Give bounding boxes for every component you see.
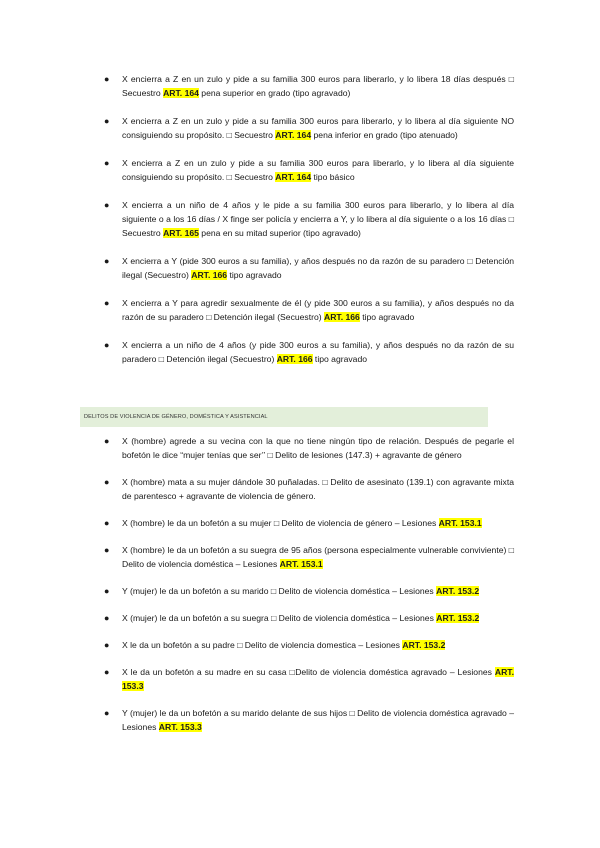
list-item: ● X (hombre) le da un bofetón a su suegra de 95 años (persona especialmente vulnerable conviviente) □ Delito de violencia doméstica – Lesiones ART. 153.1 bbox=[104, 545, 514, 569]
article-highlight: ART. 166 bbox=[276, 354, 313, 364]
list-item: ● X encierra a Z en un zulo y pide a su familia 300 euros para liberarlo, y lo libera 18 días después □ Secuestro ART. 164 pena superior en grado (tipo agravado) bbox=[104, 74, 514, 98]
bullet-icon: ● bbox=[104, 708, 110, 718]
article-highlight: ART. 153.1 bbox=[279, 559, 323, 569]
bullet-icon: ● bbox=[104, 518, 110, 528]
section-header: DELITOS DE VIOLENCIA DE GÉNERO, DOMÉSTICA Y ASISTENCIAL bbox=[80, 407, 488, 427]
list-item: ● Y (mujer) le da un bofetón a su marido □ Delito de violencia doméstica – Lesiones ART. 153.2 bbox=[104, 586, 480, 596]
bullet-icon: ● bbox=[104, 436, 110, 446]
article-highlight: ART. 166 bbox=[324, 312, 360, 322]
bullet-icon: ● bbox=[104, 477, 110, 487]
list-item: ● X le da un bofetón a su padre □ Delito de violencia domestica – Lesiones ART. 153.2 bbox=[104, 640, 446, 650]
article-highlight: ART. 153.3 bbox=[158, 722, 202, 732]
article-highlight: ART. 153.2 bbox=[436, 613, 480, 623]
article-highlight: ART. 166 bbox=[191, 270, 228, 280]
article-highlight: ART. 164 bbox=[275, 130, 312, 140]
bullet-icon: ● bbox=[104, 116, 110, 126]
article-highlight: ART. 165 bbox=[163, 228, 199, 238]
list-item: ● X encierra a Z en un zulo y pide a su familia 300 euros para liberarlo, y lo libera al día siguiente consiguiendo su propósito. □ Secuestro ART. 164 tipo básico bbox=[104, 158, 514, 182]
bullet-icon: ● bbox=[104, 74, 110, 84]
list-item: ● Y (mujer) le da un bofetón a su marido delante de sus hijos □ Delito de violencia doméstica agravado – Lesiones ART. 153.3 bbox=[104, 708, 514, 732]
bullet-icon: ● bbox=[104, 545, 110, 555]
article-highlight: ART. 153.2 bbox=[436, 586, 480, 596]
bullet-icon: ● bbox=[104, 667, 110, 677]
bullet-icon: ● bbox=[104, 200, 110, 210]
list-item: ● X (hombre) mata a su mujer dándole 30 puñaladas. □ Delito de asesinato (139.1) con agravante mixta de parentesco + agravante de violencia de género. bbox=[104, 477, 514, 501]
article-highlight: ART. 164 bbox=[163, 88, 199, 98]
bullet-icon: ● bbox=[104, 158, 110, 168]
article-highlight: ART. 153.2 bbox=[402, 640, 446, 650]
kidnapping-cases-list bbox=[0, 72, 600, 380]
list-item: ● X (hombre) le da un bofetón a su mujer □ Delito de violencia de género – Lesiones ART. 153.1 bbox=[104, 518, 482, 528]
list-item: ● X le da un bofetón a su madre en su casa □Delito de violencia doméstica agravado – Lesiones ART. 153.3 bbox=[104, 667, 514, 691]
bullet-icon: ● bbox=[104, 586, 110, 596]
bullet-icon: ● bbox=[104, 340, 110, 350]
violence-cases-list bbox=[0, 434, 600, 747]
article-highlight: ART. 153.3 bbox=[122, 667, 514, 691]
bullet-icon: ● bbox=[104, 298, 110, 308]
article-highlight: ART. 164 bbox=[275, 172, 312, 182]
bullet-icon: ● bbox=[104, 613, 110, 623]
list-item: ● X (hombre) agrede a su vecina con la que no tiene ningún tipo de relación. Después de pegarle el bofetón le dice “mujer tenías que ser’’ □ Delito de lesiones (147.3) + agravante de género bbox=[104, 436, 514, 460]
article-highlight: ART. 153.1 bbox=[438, 518, 482, 528]
list-item: ● X encierra a Y (pide 300 euros a su familia), y años después no da razón de su paradero □ Detención ilegal (Secuestro) ART. 166 tipo agravado bbox=[104, 256, 514, 280]
list-item: ● X encierra a un niño de 4 años y le pide a su familia 300 euros para liberarlo, y lo libera al día siguiente o a los 16 días / X finge ser policía y encierra a Y, y lo libera al día siguiente o a los 16 días □ Secuestro ART. 165 pena en su mitad superior (tipo agravado) bbox=[104, 200, 514, 238]
list-item: ● X encierra a un niño de 4 años (y pide 300 euros a su familia), y años después no da razón de su paradero □ Detención ilegal (Secuestro) ART. 166 tipo agravado bbox=[104, 340, 514, 364]
list-item: ● X (mujer) le da un bofetón a su suegra □ Delito de violencia doméstica – Lesiones ART. 153.2 bbox=[104, 613, 480, 623]
bullet-icon: ● bbox=[104, 256, 110, 266]
list-item: ● X encierra a Y para agredir sexualmente de él (y pide 300 euros a su familia), y años después no da razón de su paradero □ Detención ilegal (Secuestro) ART. 166 tipo agravado bbox=[104, 298, 514, 322]
bullet-icon: ● bbox=[104, 640, 110, 650]
list-item: ● X encierra a Z en un zulo y pide a su familia 300 euros para liberarlo, y lo libera al día siguiente NO consiguiendo su propósito. □ Secuestro ART. 164 pena inferior en grado (tipo atenuado) bbox=[104, 116, 514, 140]
